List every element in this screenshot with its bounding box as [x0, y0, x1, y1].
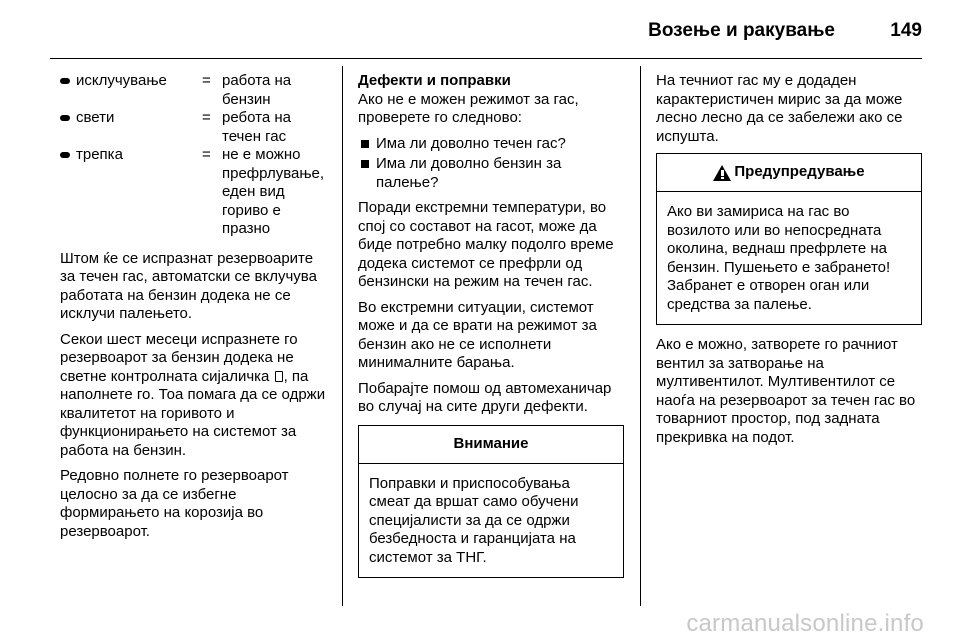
warning-body: Ако ви замириса на гас во возилото или во непосредната околина, веднаш префрлете на бензин. Пушењето е забрането! Забранет е отворен оган или средства за палење.: [667, 203, 891, 313]
definition-row: [60, 146, 332, 239]
definition-term: трепка: [76, 146, 123, 163]
paragraph: Ако е можно, затворете го рачниот вентил за затворање на мултивентилот. Мултивентилот се наоѓа на резервоарот за течен гас во товарниот простор, под задната прекривка на подот.: [656, 336, 916, 446]
list-item: [358, 135, 624, 154]
paragraph: На течниот гас му е додаден карактеристичен мирис за да може лесно лесно да се забележи ако се испушта.: [656, 72, 903, 145]
warning-triangle-icon: [713, 165, 731, 181]
column-divider: [342, 66, 343, 606]
paragraph: [60, 331, 332, 461]
definition-term: исклучување: [76, 72, 167, 89]
definition-equals: =: [202, 146, 211, 163]
page-number: 149: [890, 20, 922, 41]
column-divider: [640, 66, 641, 606]
list-item-text: Има ли доволно бензин за палење?: [376, 155, 562, 191]
paragraph-text: , па наполнете го. Тоа помага да се одржи квалитетот на горивото и функционирањето на системот за работа на бензин.: [60, 367, 326, 459]
paragraph-text: Секои шест месеци испразнете го резервоарот за бензин додека не светне контролната сијаличка: [60, 330, 298, 385]
section-heading: Дефекти и поправки: [358, 72, 511, 89]
column-3: [656, 72, 922, 454]
watermark: carmanualsonline.info: [686, 610, 924, 637]
paragraph: Ако не е можен режимот за гас, проверете го следново:: [358, 90, 579, 126]
square-bullet-icon: [358, 135, 376, 154]
warning-header: [657, 154, 921, 192]
paragraph: Поради екстремни температури, во спој со составот на гасот, може да биде потребно малку подолго време додека системот се префрли од бензински на режим на течен гас.: [358, 199, 614, 290]
warning-box: [656, 153, 922, 325]
paragraph: Редовно полнете го резервоарот целосно за да се избегне формирањето на корозија во резервоарот.: [60, 467, 289, 540]
fuel-indicator-icon: [275, 371, 283, 382]
section-title: Возење и ракување: [648, 20, 835, 41]
column-1: [60, 72, 332, 548]
warning-title: Предупредување: [734, 163, 865, 181]
page-header: [0, 0, 960, 60]
paragraph: Побарајте помош од автомеханичар во случај на сите други дефекти.: [358, 379, 612, 415]
list-item: [358, 155, 624, 192]
notice-body: Поправки и приспособувања смеат да вршат само обучени специјалисти за да се одржи безбедноста и гаранцијата на системот за ТНГ.: [369, 474, 579, 566]
definition-text: работа на бензин: [222, 72, 292, 108]
definition-text: не е можно префрлување, еден вид гориво е празно: [222, 146, 325, 237]
header-divider: [50, 58, 922, 59]
paragraph: Во екстремни ситуации, системот може и да се врати на режимот за бензин ако не се исполнети минималните барања.: [358, 298, 597, 371]
definition-equals: =: [202, 109, 211, 126]
paragraph: Штом ќе се испразнат резервоарите за течен гас, автоматски се вклучува работата на бензин додека не се исклучи палењето.: [60, 249, 317, 322]
definition-equals: =: [202, 72, 211, 89]
definition-text: ребота на течен гас: [222, 109, 291, 145]
definition-term: свети: [76, 109, 115, 126]
list-item-text: Има ли доволно течен гас?: [376, 134, 566, 152]
definition-row: [60, 72, 332, 109]
notice-box: [358, 425, 624, 579]
square-bullet-icon: [358, 155, 376, 192]
led-off-icon: [60, 72, 72, 109]
led-flashing-icon: [60, 146, 72, 239]
definition-row: [60, 109, 332, 146]
notice-title: Внимание: [359, 426, 623, 464]
column-2: [358, 72, 624, 578]
led-on-icon: [60, 109, 72, 146]
